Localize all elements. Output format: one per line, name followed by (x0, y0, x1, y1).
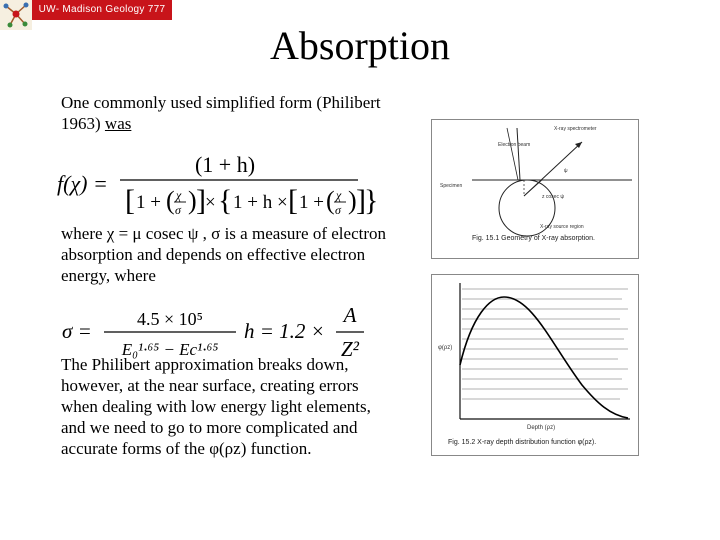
fig2-xlabel: Depth (ρz) (527, 425, 556, 431)
brace-close: } (364, 184, 379, 217)
intro-paragraph (61, 92, 381, 134)
f-den-2: 1 + h × (233, 192, 288, 213)
fig1-caption: Fig. 15.1 Geometry of X-ray absorption. (472, 235, 595, 242)
sigma-numerator: 4.5 × 10⁵ (137, 309, 203, 329)
frac-chi-1: χ (176, 188, 182, 202)
fig1-label-surface: Specimen (440, 183, 463, 189)
sigma-denominator: E₀¹·⁶⁵ − Ec¹·⁶⁵ (121, 340, 219, 359)
f-den-1: 1 + (136, 192, 161, 213)
f-lhs: f(χ) = (57, 171, 108, 196)
fig1-label-spectrometer: X-ray spectrometer (554, 126, 597, 132)
frac-chi-2: χ (336, 188, 342, 202)
figure-absorption-geometry (431, 119, 639, 259)
frac-sigma-2: σ (335, 203, 341, 217)
h-numerator: A (343, 303, 357, 327)
frac-sigma-1: σ (175, 203, 181, 217)
paren-open-1: ( (166, 186, 175, 215)
bracket-open-2: [ (288, 184, 298, 217)
fig1-label-source: X-ray source region (540, 224, 584, 230)
paren-close-2: ) (348, 186, 357, 215)
fig1-label-angle: ψ (564, 168, 568, 174)
approximation-paragraph: The Philibert approximation breaks down, however, at the near surface, creating errors when dealing with low energy light elements, and we need to go to more complicated and accurate forms of the φ(ρz) function. (61, 355, 371, 458)
h-denominator: Z² (341, 337, 359, 361)
brace-open: { (218, 184, 233, 217)
bracket-close-1: ] (196, 184, 206, 217)
figure-depth-distribution (431, 274, 639, 456)
fig2-ylabel: φ(ρz) (438, 345, 453, 351)
fig1-label-cosec: z cosec ψ (542, 194, 564, 200)
intro-underlined-word: was (104, 114, 132, 133)
sigma-lhs: σ = (62, 319, 92, 343)
fig2-caption: Fig. 15.2 X-ray depth distribution function φ(ρz). (448, 439, 597, 446)
bracket-open-1: [ (125, 184, 135, 217)
f-den-times: × (205, 192, 216, 213)
header-banner: UW- Madison Geology 777 (32, 0, 172, 20)
h-lhs: h = 1.2 × (244, 319, 325, 343)
intro-text: One commonly used simplified form (Philibert 1963) (61, 93, 381, 133)
sigma-h-equations (60, 300, 370, 362)
where-paragraph: where χ = μ cosec ψ , σ is a measure of electron absorption and depends on effective electron energy, where (61, 224, 387, 285)
f-den-3: 1 + (299, 192, 324, 213)
paren-open-2: ( (326, 186, 335, 215)
slide-title: Absorption (270, 23, 450, 68)
paren-close-1: ) (188, 186, 197, 215)
fig1-label-beam: Electron beam (498, 142, 531, 148)
philibert-equation (55, 148, 379, 220)
f-numerator: (1 + h) (194, 152, 256, 177)
bracket-close-2: ] (356, 184, 366, 217)
